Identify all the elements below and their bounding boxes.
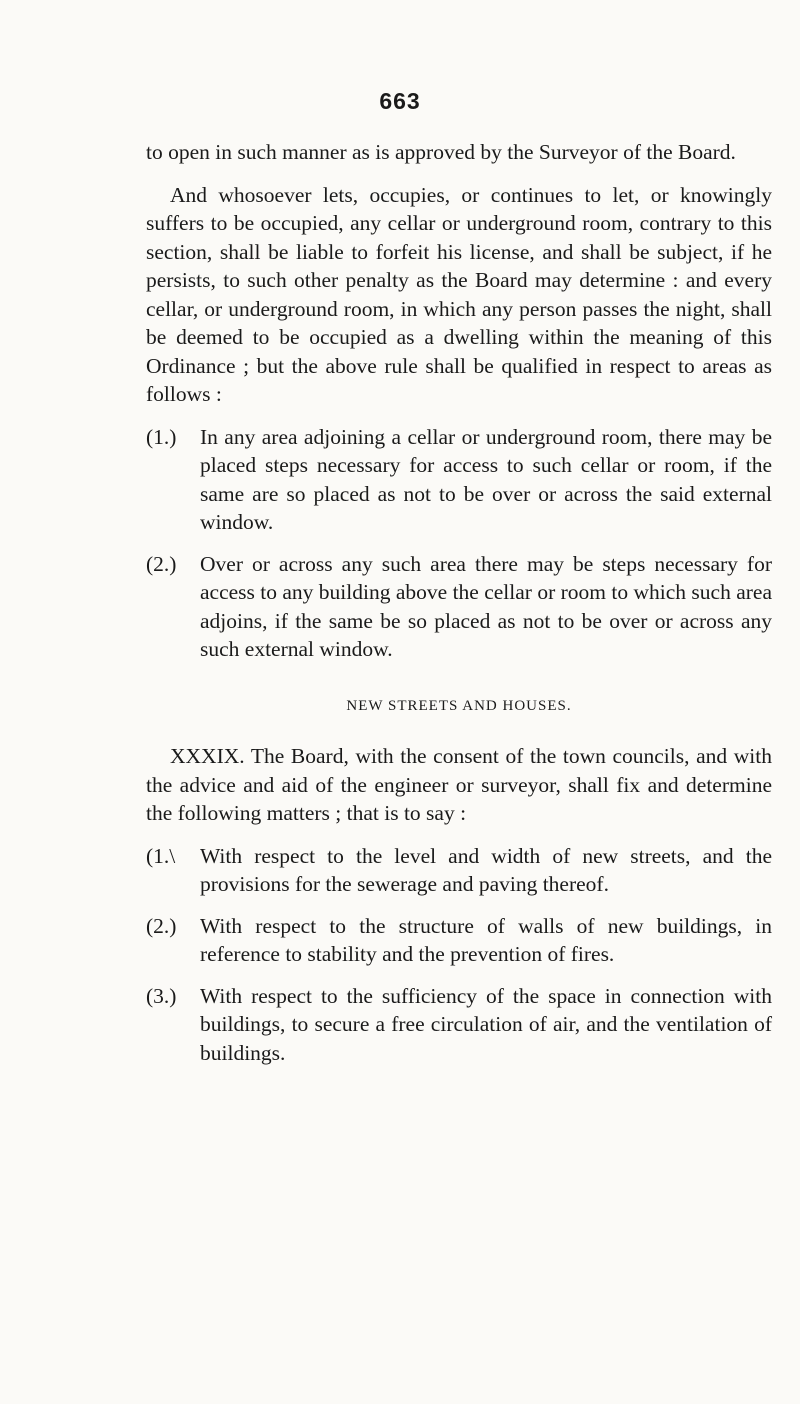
list-item-areas-2 [146, 550, 772, 664]
list-item-number: (1.) [146, 424, 177, 449]
paragraph-penalty: And whosoever lets, occupies, or continues to let, or knowingly suffers to be occupied, any cellar or underground room, contrary to this section, shall be liable to forfeit his license, and shall be subject, if he persists, to such other penalty as the Board may determine : and every cellar, or underground room, in which any person passes the night, shall be deemed to be occupied as a dwelling within the meaning of this Ordinance ; but the above rule shall be qualified in respect to areas as follows : [146, 182, 772, 406]
list-item-text: With respect to the level and width of new streets, and the provisions for the sewerage and paving thereof. [200, 843, 772, 896]
list-item-number: (3.) [146, 983, 177, 1008]
page-body [146, 138, 772, 1080]
section-heading: NEW STREETS AND HOUSES. [346, 697, 572, 714]
list-item-text: With respect to the sufficiency of the space in connection with buildings, to secure a free circulation of air, and the ventilation of buildings. [200, 983, 772, 1065]
list-item-xxxix-3 [146, 982, 772, 1068]
list-item-text: With respect to the structure of walls of new buildings, in reference to stability and the prevention of fires. [200, 913, 772, 966]
list-item-text: In any area adjoining a cellar or underground room, there may be placed steps necessary for access to such cellar or room, if the same are so placed as not to be over or across the said external window. [200, 424, 772, 534]
list-item-text: Over or across any such area there may be steps necessary for access to any building above the cellar or room to which such area adjoins, if the same be so placed as not to be over or across any such external window. [200, 551, 772, 661]
list-item-xxxix-1 [146, 842, 772, 899]
list-item-xxxix-2 [146, 912, 772, 969]
paragraph-xxxix: XXXIX. The Board, with the consent of the town councils, and with the advice and aid of the engineer or surveyor, shall fix and determine the following matters ; that is to say : [146, 744, 772, 825]
list-item-number: (1.\ [146, 843, 176, 868]
list-item-areas-1 [146, 423, 772, 537]
page-number: 663 [379, 88, 421, 114]
list-item-number: (2.) [146, 551, 177, 576]
paragraph-continued: to open in such manner as is approved by the Surveyor of the Board. [146, 140, 736, 164]
list-item-number: (2.) [146, 913, 177, 938]
